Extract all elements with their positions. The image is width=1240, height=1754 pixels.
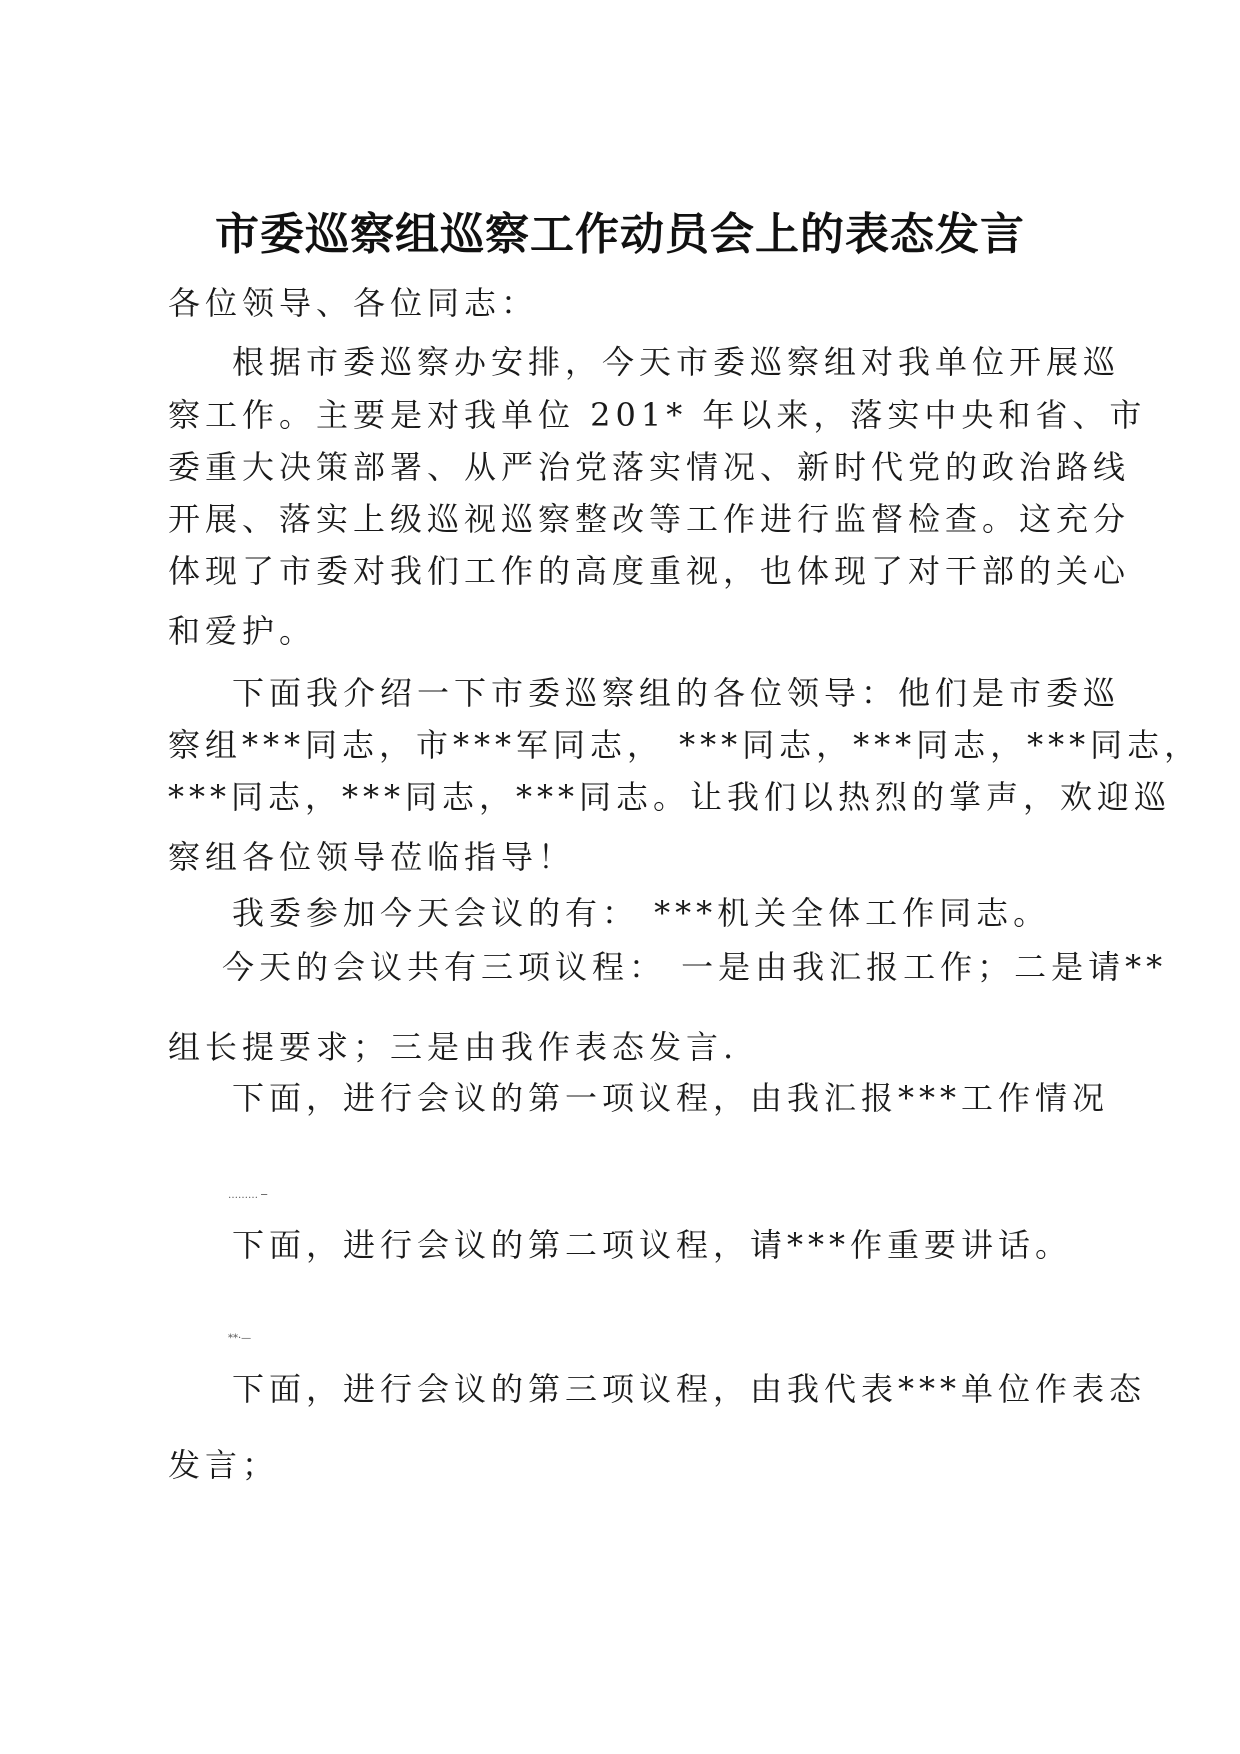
paragraph-line: 和爱护。 [168, 612, 317, 650]
paragraph-line: 发言； [168, 1446, 280, 1484]
paragraph-line: 体现了市委对我们工作的高度重视，也体现了对干部的关心 [168, 552, 1131, 590]
paragraph-line: 察工作。主要是对我单位 201* 年以来，落实中央和省、市 [168, 396, 1147, 434]
agenda-item-2: 下面，进行会议的第二项议程，请***作重要讲话。 [232, 1226, 1073, 1264]
paragraph-line: ***同志，***同志，***同志。让我们以热烈的掌声，欢迎巡 [168, 778, 1172, 816]
paragraph-line: 根据市委巡察办安排，今天市委巡察组对我单位开展巡 [232, 343, 1121, 381]
scan-mark: **·— [228, 1333, 252, 1344]
agenda-item-3: 下面，进行会议的第三项议程，由我代表***单位作表态 [232, 1370, 1147, 1408]
paragraph-line: 察组***同志，市***军同志， ***同志，***同志，***同志， [168, 726, 1202, 764]
paragraph-line: 委重大决策部署、从严治党落实情况、新时代党的政治路线 [168, 448, 1131, 486]
paragraph-line: 下面我介绍一下市委巡察组的各位领导：他们是市委巡 [232, 674, 1121, 712]
agenda-item-1: 下面，进行会议的第一项议程，由我汇报***工作情况 [232, 1079, 1110, 1117]
paragraph-line: 我委参加今天会议的有： ***机关全体工作同志。 [232, 894, 1051, 932]
paragraph-line: 开展、落实上级巡视巡察整改等工作进行监督检查。这充分 [168, 500, 1131, 538]
paragraph-line: 察组各位领导莅临指导！ [168, 838, 576, 876]
scan-mark: ……… ─ [228, 1190, 268, 1201]
paragraph-line: 组长提要求；三是由我作表态发言. [168, 1028, 739, 1066]
document-title: 市委巡察组巡察工作动员会上的表态发言 [215, 209, 1025, 260]
salutation: 各位领导、各位同志： [168, 284, 539, 322]
paragraph-line: 今天的会议共有三项议程： 一是由我汇报工作；二是请** [222, 948, 1168, 986]
